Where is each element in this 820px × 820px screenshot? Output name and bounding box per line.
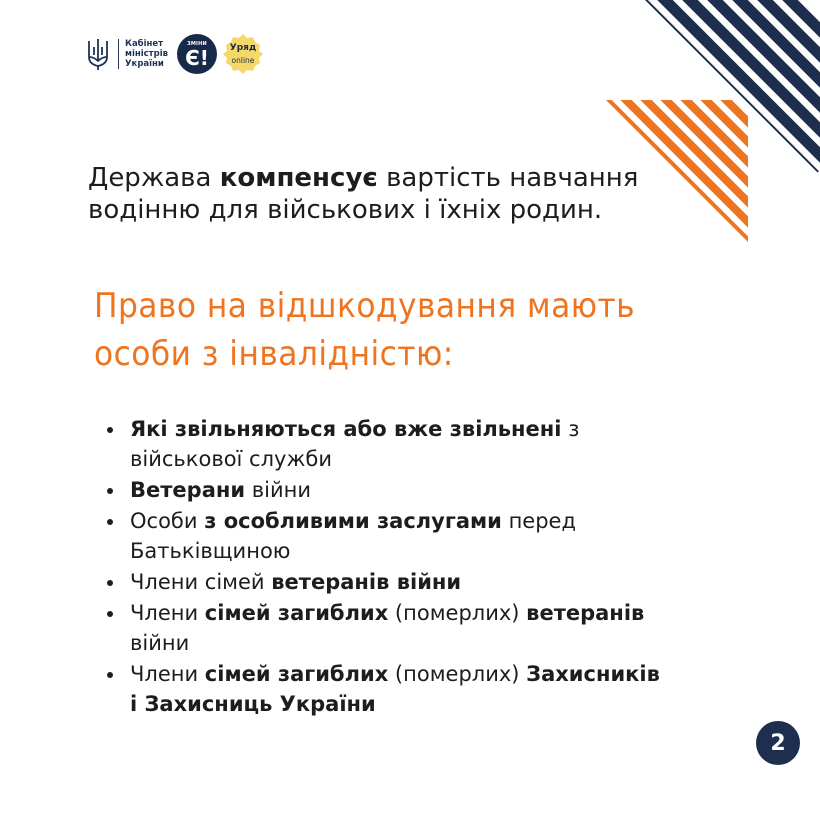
list-item-bold-text: з особливими заслугами	[204, 509, 502, 533]
list-item-text: (померлих)	[388, 601, 527, 625]
intro-text: Держава компенсує вартість навчання водінню для військових і їхніх родин.	[88, 163, 639, 225]
page-number-badge: 2	[756, 721, 800, 765]
list-item-bold-text: сімей загиблих	[204, 662, 389, 686]
list-item	[104, 598, 664, 658]
list-item	[104, 414, 664, 474]
list-item-text: Члени сімей	[130, 570, 272, 594]
heading-line-2: особи з інвалідністю:	[94, 334, 454, 374]
section-heading	[94, 282, 646, 378]
uryad-online-logo: Уряд online	[221, 32, 265, 76]
list-item-bold-text: ветеранів	[526, 601, 645, 625]
list-item	[104, 506, 664, 566]
list-item	[104, 567, 664, 597]
list-item-text: війни	[245, 478, 312, 502]
list-item-text: з військової служби	[130, 417, 580, 471]
eligible-persons-list	[104, 414, 664, 720]
list-item-text: Члени	[130, 662, 205, 686]
list-item-text: війни	[130, 631, 190, 655]
list-item-bold-text: Захисників і Захисниць України	[130, 662, 660, 716]
list-item-text: Члени	[130, 601, 205, 625]
list-item-bold-text: Які звільняються або вже звільнені	[130, 417, 562, 441]
list-item-text: (померлих)	[388, 662, 527, 686]
list-item	[104, 659, 664, 719]
header-logos	[86, 30, 265, 78]
list-item-text: Особи	[130, 509, 205, 533]
trident-icon	[86, 37, 110, 71]
zminy-logo: ЗМІНИ Є!	[177, 34, 217, 74]
list-item-bold-text: сімей загиблих	[204, 601, 389, 625]
heading-line-1: Право на відшкодування мають	[94, 286, 636, 326]
list-item	[104, 475, 664, 505]
list-item-bold-text: ветеранів війни	[271, 570, 462, 594]
list-item-text: перед Батьківщиною	[130, 509, 576, 563]
cabinet-logo-text: Кабінет міністрів України	[125, 39, 168, 69]
logo-divider	[118, 39, 119, 69]
list-item-bold-text: Ветерани	[130, 478, 246, 502]
uryad-badge-icon	[221, 32, 265, 76]
